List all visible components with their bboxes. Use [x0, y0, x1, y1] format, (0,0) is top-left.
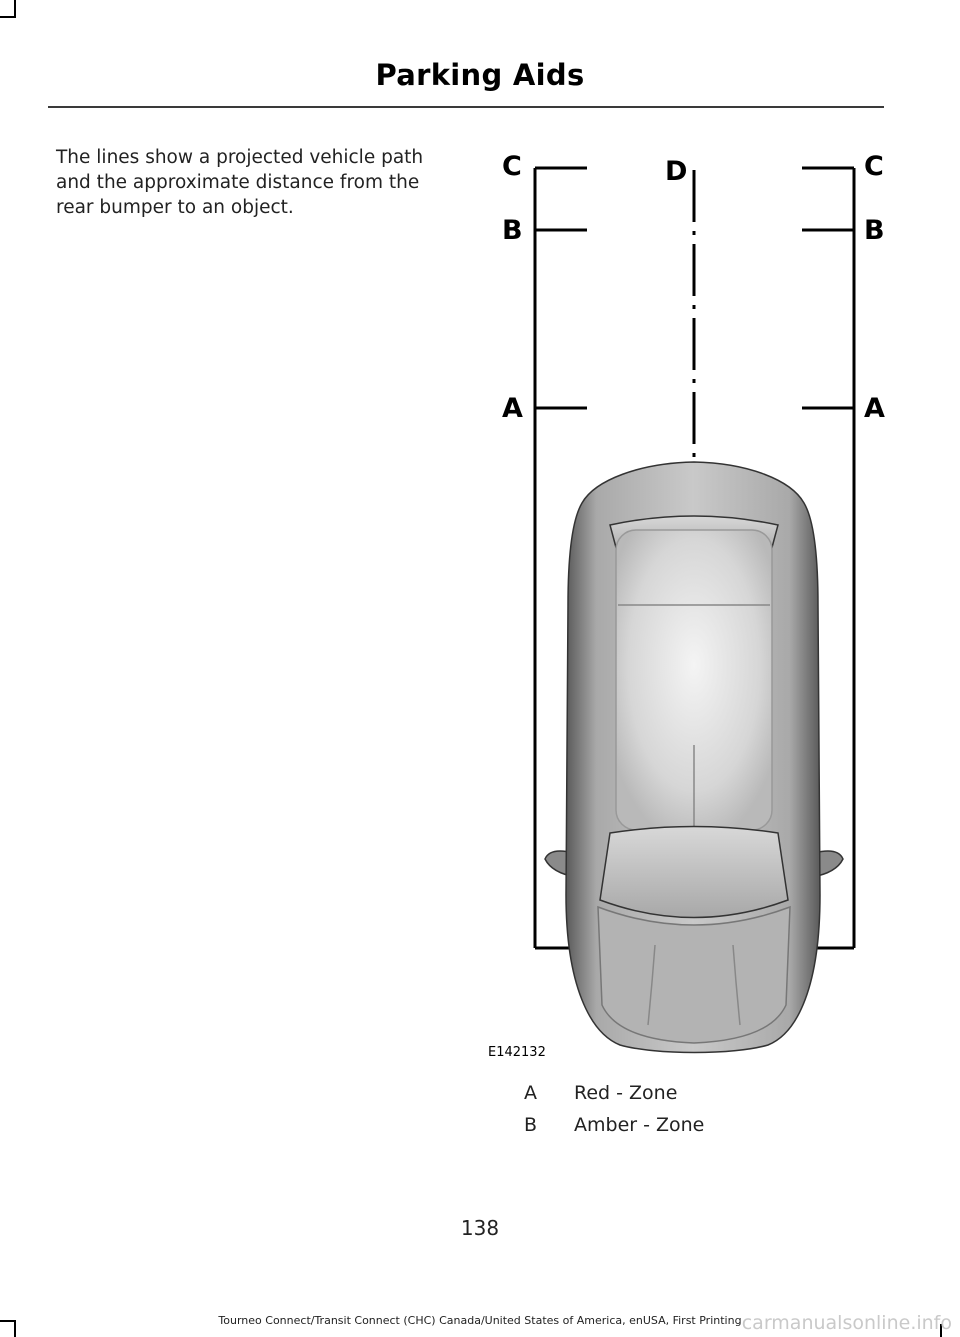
- legend-text: Red - Zone: [574, 1082, 678, 1104]
- legend-key: A: [524, 1082, 537, 1104]
- label-d: D: [665, 156, 688, 187]
- legend-key: B: [523, 1114, 537, 1136]
- label-b-left: B: [502, 215, 523, 246]
- crop-mark-top-left-horizontal: [0, 16, 16, 18]
- footer-text: Tourneo Connect/Transit Connect (CHC) Canada/United States of America, enUSA, First Printing: [218, 1314, 742, 1327]
- legend: [500, 1082, 880, 1146]
- hood: [598, 907, 790, 1043]
- label-c-left: C: [502, 151, 522, 182]
- legend-text: Amber - Zone: [574, 1114, 705, 1136]
- label-a-left: A: [502, 393, 523, 424]
- label-a-right: A: [864, 393, 885, 424]
- label-c-right: C: [864, 151, 884, 182]
- label-b-right: B: [864, 215, 885, 246]
- vehicle-top-view: [545, 462, 843, 1053]
- intro-paragraph: The lines show a projected vehicle path and the approximate distance from the rear bumper to an object.: [56, 147, 424, 218]
- page-number: 138: [460, 1216, 500, 1240]
- page-title: Parking Aids: [375, 58, 585, 92]
- windshield: [600, 827, 788, 918]
- parking-aid-diagram: [470, 135, 910, 1070]
- legend-row: [500, 1082, 880, 1114]
- figure-id: E142132: [488, 1045, 546, 1060]
- legend-row: [500, 1114, 880, 1146]
- header-rule: [48, 106, 884, 108]
- watermark: carmanualsonline.info: [741, 1312, 952, 1334]
